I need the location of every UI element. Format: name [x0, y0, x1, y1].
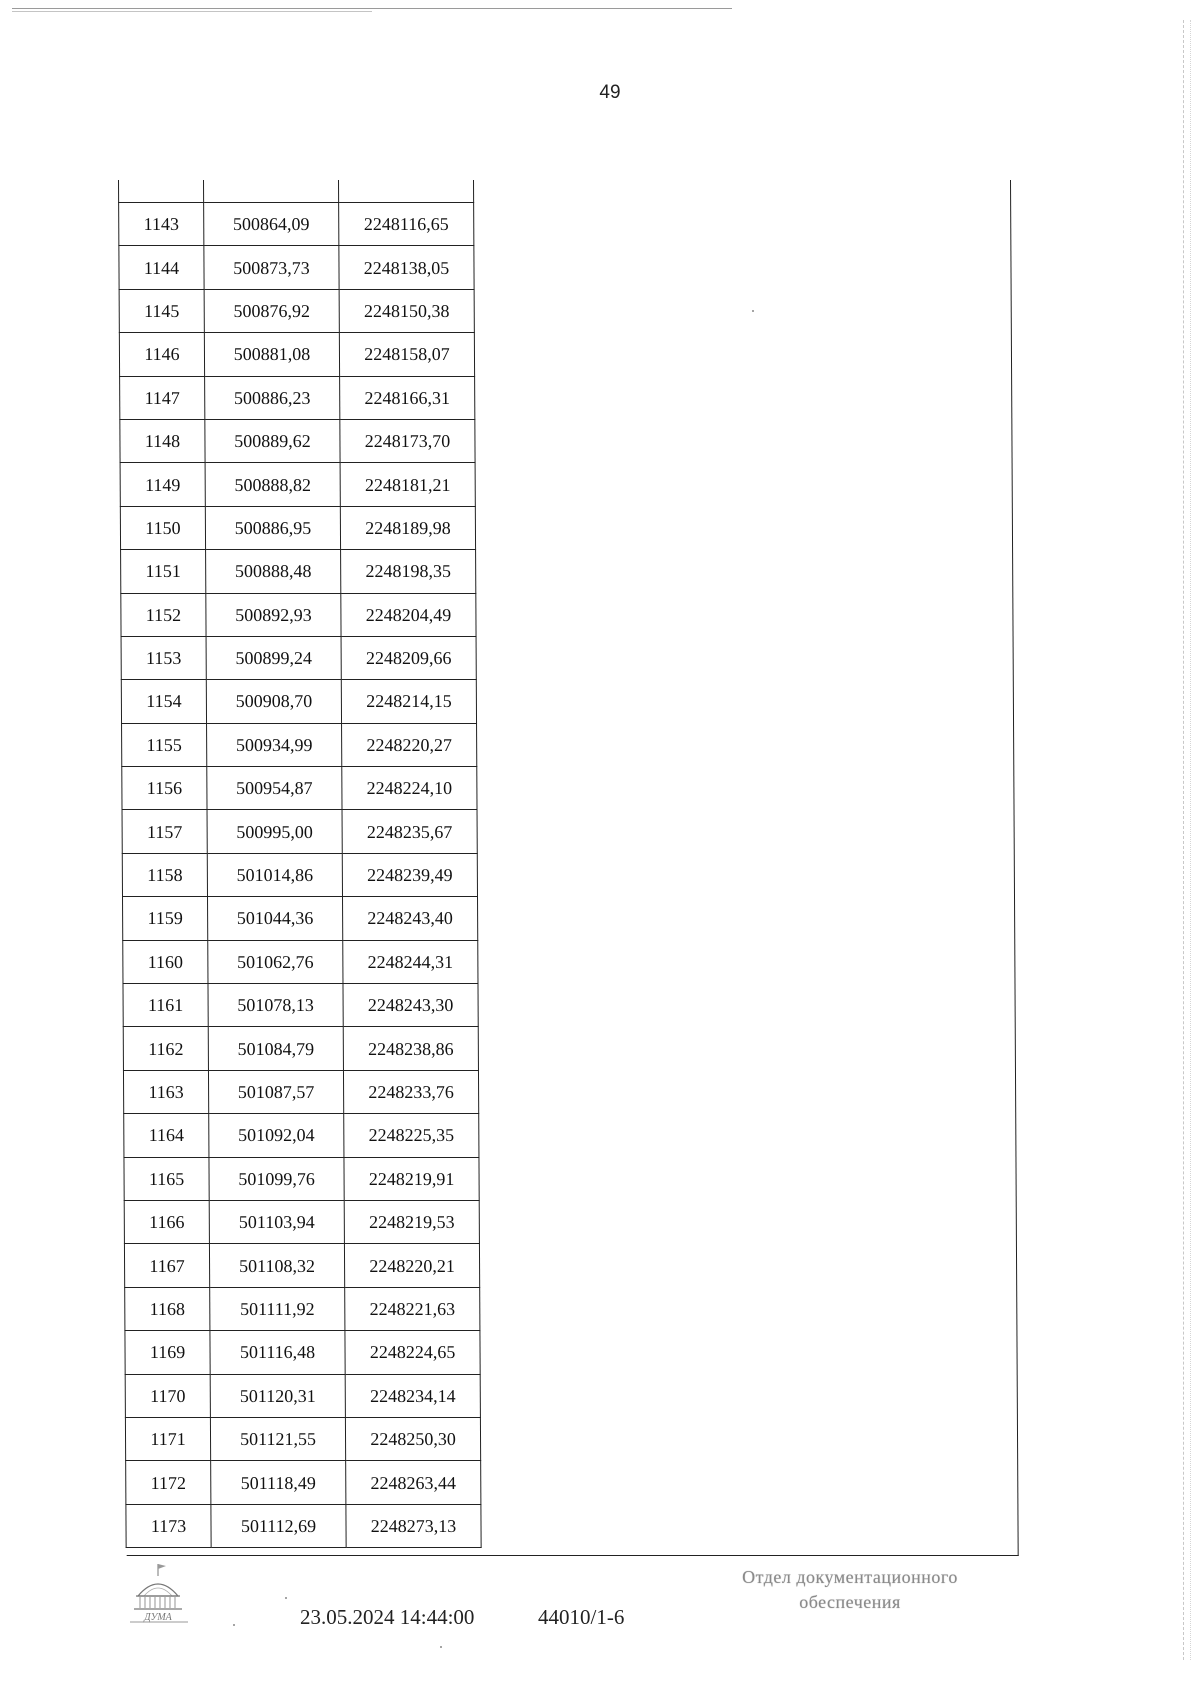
x-coordinate-cell: 500954,87: [207, 767, 342, 810]
y-coordinate-cell: 2248250,30: [345, 1417, 480, 1460]
table-row: [124, 1200, 479, 1243]
x-coordinate-cell: 501118,49: [211, 1461, 346, 1504]
scan-top-rule-faint: [12, 11, 372, 12]
table-row: [120, 376, 475, 419]
x-coordinate-cell: 501078,13: [208, 984, 343, 1027]
table-row: [119, 203, 474, 246]
table-row: [123, 897, 478, 940]
x-coordinate-cell: 500864,09: [204, 203, 339, 246]
y-coordinate-cell: 2248219,53: [344, 1200, 479, 1243]
y-coordinate-cell: 2248239,49: [342, 853, 477, 896]
table-row: [120, 419, 475, 462]
x-coordinate-cell: 500899,24: [206, 636, 341, 679]
x-coordinate-cell: 500876,92: [204, 289, 339, 332]
y-coordinate-cell: 2248234,14: [345, 1374, 480, 1417]
table-continuation-row: [119, 180, 474, 203]
table-row: [125, 1374, 480, 1417]
y-coordinate-cell: 2248189,98: [340, 506, 475, 549]
scan-speck: [440, 1646, 442, 1648]
y-coordinate-cell: 2248263,44: [346, 1461, 481, 1504]
stamp-line-2: обеспечения: [799, 1592, 901, 1612]
table-outer-right-border: [1010, 180, 1019, 1556]
table-row: [121, 593, 476, 636]
table-row: [120, 506, 475, 549]
point-number-cell: 1169: [125, 1331, 210, 1374]
table-row: [125, 1331, 480, 1374]
table-row: [123, 1027, 478, 1070]
y-coordinate-cell: 2248224,65: [345, 1331, 480, 1374]
x-coordinate-cell: 501121,55: [210, 1417, 345, 1460]
table-row: [119, 333, 474, 376]
table-row: [123, 940, 478, 983]
y-coordinate-cell: 2248158,07: [339, 333, 474, 376]
table-row: [123, 984, 478, 1027]
y-coordinate-cell: 2248235,67: [342, 810, 477, 853]
point-number-cell: 1151: [121, 550, 206, 593]
y-coordinate-cell: 2248220,21: [344, 1244, 479, 1287]
x-coordinate-cell: 500888,82: [205, 463, 340, 506]
point-number-cell: 1156: [122, 767, 207, 810]
y-coordinate-cell: 2248166,31: [340, 376, 475, 419]
table-row: [121, 680, 476, 723]
table-row: [126, 1461, 481, 1504]
point-number-cell: 1155: [122, 723, 207, 766]
y-coordinate-cell: 2248181,21: [340, 463, 475, 506]
y-coordinate-cell: 2248138,05: [339, 246, 474, 289]
point-number-cell: 1165: [124, 1157, 209, 1200]
point-number-cell: 1150: [120, 506, 205, 549]
coordinates-table-frame: [118, 180, 1030, 1556]
x-coordinate-cell: 501108,32: [209, 1244, 344, 1287]
point-number-cell: 1162: [123, 1027, 208, 1070]
point-number-cell: 1145: [119, 289, 204, 332]
scan-right-edge: [1183, 20, 1191, 1660]
point-number-cell: 1149: [120, 463, 205, 506]
point-number-cell: 1166: [124, 1200, 209, 1243]
point-number-cell: 1158: [122, 853, 207, 896]
table-row: [121, 636, 476, 679]
stamp-line-1: Отдел документационного: [742, 1567, 958, 1587]
point-number-cell: 1143: [119, 203, 204, 246]
scan-speck: [752, 310, 754, 312]
y-coordinate-cell: 2248273,13: [346, 1504, 481, 1547]
point-number-cell: 1144: [119, 246, 204, 289]
x-coordinate-cell: 501120,31: [210, 1374, 345, 1417]
table-row: [119, 246, 474, 289]
x-coordinate-cell: 501087,57: [208, 1070, 343, 1113]
y-coordinate-cell: 2248209,66: [341, 636, 476, 679]
y-coordinate-cell: 2248219,91: [344, 1157, 479, 1200]
scan-speck: [233, 1624, 235, 1626]
table-row: [122, 723, 477, 766]
x-coordinate-cell: 500886,95: [205, 506, 340, 549]
x-coordinate-cell: 500889,62: [205, 419, 340, 462]
y-coordinate-cell: 2248225,35: [344, 1114, 479, 1157]
point-number-cell: 1167: [124, 1244, 209, 1287]
footer-timestamp: 23.05.2024 14:44:00: [300, 1605, 475, 1629]
table-row: [125, 1417, 480, 1460]
logo-text: ДУМА: [144, 1612, 172, 1623]
point-number-cell: 1148: [120, 419, 205, 462]
x-coordinate-cell: 500888,48: [206, 550, 341, 593]
y-coordinate-cell: 2248224,10: [342, 767, 477, 810]
x-coordinate-cell: 500995,00: [207, 810, 342, 853]
table-row: [126, 1504, 481, 1547]
x-coordinate-cell: 501103,94: [209, 1200, 344, 1243]
table-cell: [119, 180, 204, 203]
x-coordinate-cell: 500873,73: [204, 246, 339, 289]
table-row: [124, 1157, 479, 1200]
x-coordinate-cell: 500908,70: [206, 680, 341, 723]
page-number: 49: [599, 82, 621, 103]
point-number-cell: 1147: [120, 376, 205, 419]
x-coordinate-cell: 501111,92: [210, 1287, 345, 1330]
y-coordinate-cell: 2248220,27: [342, 723, 477, 766]
point-number-cell: 1161: [123, 984, 208, 1027]
table-row: [125, 1287, 480, 1330]
point-number-cell: 1160: [123, 940, 208, 983]
point-number-cell: 1171: [125, 1417, 210, 1460]
y-coordinate-cell: 2248233,76: [343, 1070, 478, 1113]
coordinates-table-body: [119, 180, 482, 1548]
x-coordinate-cell: 500881,08: [204, 333, 339, 376]
x-coordinate-cell: 501044,36: [208, 897, 343, 940]
x-coordinate-cell: 500886,23: [205, 376, 340, 419]
coordinates-table: [118, 180, 482, 1548]
y-coordinate-cell: 2248243,30: [343, 984, 478, 1027]
point-number-cell: 1157: [122, 810, 207, 853]
x-coordinate-cell: 501099,76: [209, 1157, 344, 1200]
point-number-cell: 1154: [121, 680, 206, 723]
point-number-cell: 1164: [124, 1114, 209, 1157]
point-number-cell: 1159: [123, 897, 208, 940]
scan-speck: [285, 1597, 287, 1599]
x-coordinate-cell: 500892,93: [206, 593, 341, 636]
scan-top-rule: [12, 8, 732, 9]
point-number-cell: 1170: [125, 1374, 210, 1417]
y-coordinate-cell: 2248243,40: [343, 897, 478, 940]
point-number-cell: 1153: [121, 636, 206, 679]
table-cell: [204, 180, 339, 203]
table-row: [122, 853, 477, 896]
department-stamp: [700, 1565, 1000, 1615]
table-row: [124, 1114, 479, 1157]
point-number-cell: 1163: [123, 1070, 208, 1113]
y-coordinate-cell: 2248204,49: [341, 593, 476, 636]
x-coordinate-cell: 501116,48: [210, 1331, 345, 1374]
table-row: [120, 463, 475, 506]
table-row: [121, 550, 476, 593]
x-coordinate-cell: 501112,69: [211, 1504, 346, 1547]
table-row: [119, 289, 474, 332]
y-coordinate-cell: 2248221,63: [345, 1287, 480, 1330]
point-number-cell: 1152: [121, 593, 206, 636]
x-coordinate-cell: 501084,79: [208, 1027, 343, 1070]
y-coordinate-cell: 2248238,86: [343, 1027, 478, 1070]
point-number-cell: 1168: [125, 1287, 210, 1330]
x-coordinate-cell: 501062,76: [208, 940, 343, 983]
y-coordinate-cell: 2248116,65: [339, 203, 474, 246]
table-row: [124, 1244, 479, 1287]
point-number-cell: 1172: [126, 1461, 211, 1504]
x-coordinate-cell: 500934,99: [207, 723, 342, 766]
table-row: [122, 810, 477, 853]
y-coordinate-cell: 2248198,35: [341, 550, 476, 593]
x-coordinate-cell: 501092,04: [209, 1114, 344, 1157]
point-number-cell: 1173: [126, 1504, 211, 1547]
point-number-cell: 1146: [119, 333, 204, 376]
table-bottom-border: [127, 1555, 1019, 1556]
footer-document-code: 44010/1-6: [538, 1605, 625, 1629]
table-cell: [339, 180, 474, 203]
y-coordinate-cell: 2248150,38: [339, 289, 474, 332]
x-coordinate-cell: 501014,86: [207, 853, 342, 896]
duma-building-logo-icon: [128, 1562, 192, 1626]
y-coordinate-cell: 2248214,15: [341, 680, 476, 723]
table-row: [123, 1070, 478, 1113]
y-coordinate-cell: 2248244,31: [343, 940, 478, 983]
table-row: [122, 767, 477, 810]
y-coordinate-cell: 2248173,70: [340, 419, 475, 462]
